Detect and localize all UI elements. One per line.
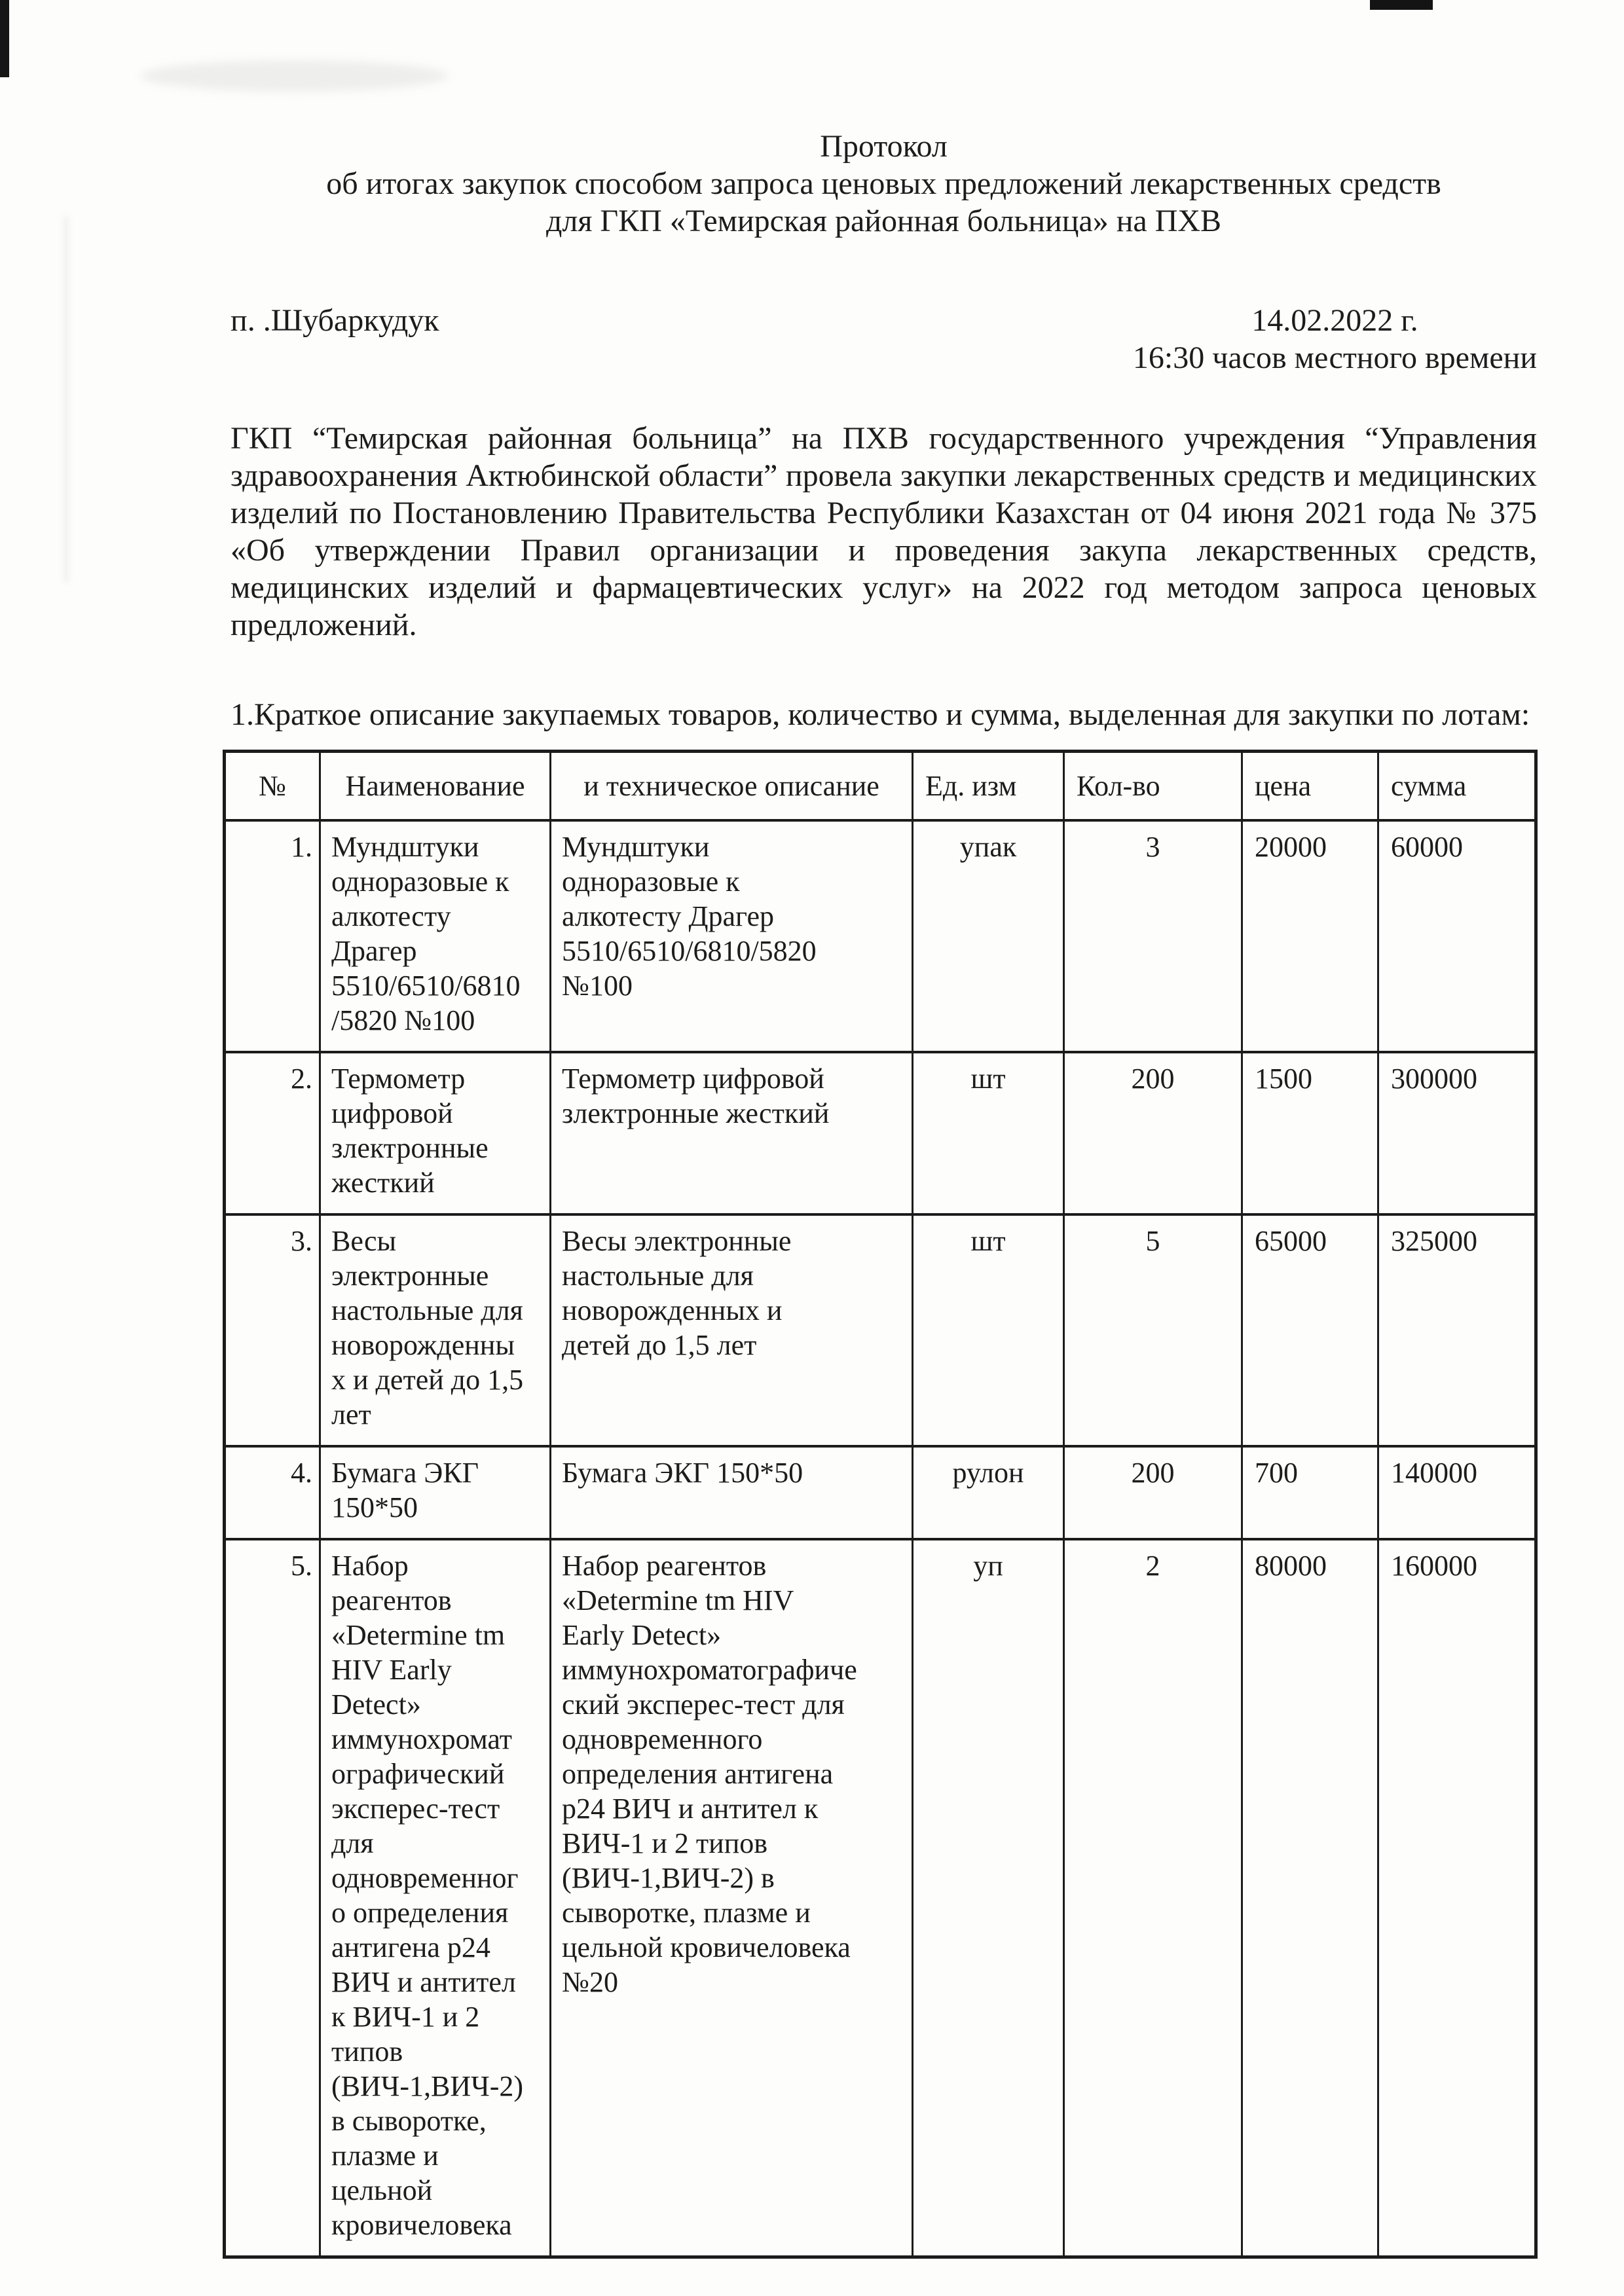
title-line-2: об итогах закупок способом запроса ценовых предложений лекарственных средств [326, 166, 1441, 201]
table-row [225, 1446, 1536, 1539]
title-line-3: для ГКП «Темирская районная больница» на ПХВ [545, 204, 1222, 238]
document-content [231, 128, 1537, 2259]
scan-artifact-top-right [1370, 0, 1433, 10]
cell-unit: рулон [913, 1446, 1064, 1539]
cell-number: 3. [225, 1214, 320, 1446]
scan-artifact-pencil-smudge [141, 60, 449, 92]
cell-price: 1500 [1242, 1052, 1378, 1214]
cell-price: 65000 [1242, 1214, 1378, 1446]
cell-number: 5. [225, 1539, 320, 2257]
cell-description: Бумага ЭКГ 150*50 [551, 1446, 913, 1539]
col-header-name: Наименование [320, 752, 551, 821]
col-header-price: цена [1242, 752, 1378, 821]
cell-description: Термометр цифровой злектронные жесткий [551, 1052, 913, 1214]
section-heading: 1.Краткое описание закупаемых товаров, количество и сумма, выделенная для закупки по лотам: [231, 697, 1530, 732]
cell-quantity: 5 [1064, 1214, 1242, 1446]
intro-paragraph: ГКП “Темирская районная больница” на ПХВ государственного учреждения “Управления здравоохранения Актюбинской области” провела закупки лекарственных средств и медицинских изделий по Постановлению Правительства Республики Казахстан от 04 июня 2021 года № 375 «Об утверждении Правил организации и проведения закупа лекарственных средств, медицинских изделий и фармацевтических услуг» на 2022 год методом запроса ценовых предложений. [231, 421, 1537, 642]
cell-number: 2. [225, 1052, 320, 1214]
cell-unit: шт [913, 1214, 1064, 1446]
cell-unit: шт [913, 1052, 1064, 1214]
cell-sum: 300000 [1378, 1052, 1536, 1214]
cell-sum: 60000 [1378, 820, 1536, 1052]
cell-quantity: 3 [1064, 820, 1242, 1052]
cell-sum: 140000 [1378, 1446, 1536, 1539]
cell-description: Мундштуки одноразовые к алкотесту Драгер 5510/6510/6810/5820 №100 [551, 820, 913, 1052]
document-title [231, 128, 1537, 240]
cell-number: 1. [225, 820, 320, 1052]
col-header-unit: Ед. изм [913, 752, 1064, 821]
cell-quantity: 200 [1064, 1052, 1242, 1214]
scan-artifact-top-left [0, 0, 9, 77]
place-label: п. .Шубаркудук [231, 303, 439, 338]
cell-sum: 325000 [1378, 1214, 1536, 1446]
cell-unit: уп [913, 1539, 1064, 2257]
table-header-row [225, 752, 1536, 821]
col-header-description: и техническое описание [551, 752, 913, 821]
col-header-sum: сумма [1378, 752, 1536, 821]
cell-name: Бумага ЭКГ 150*50 [320, 1446, 551, 1539]
cell-name: Термометр цифровой злектронные жесткий [320, 1052, 551, 1214]
time-label: 16:30 часов местного времени [1132, 340, 1537, 375]
date-time-block [1133, 302, 1537, 376]
col-header-number: № [225, 752, 320, 821]
table-row [225, 1539, 1536, 2257]
cell-description: Весы электронные настольные для новорожденных и детей до 1,5 лет [551, 1214, 913, 1446]
cell-sum: 160000 [1378, 1539, 1536, 2257]
date-label: 14.02.2022 г. [1251, 303, 1418, 338]
cell-name: Набор реагентов «Determine tm HIV Early Detect» иммунохромат ографический эксперес-тест для одновременног о определения антигена р24 ВИЧ и антител к ВИЧ-1 и 2 типов (ВИЧ-1,ВИЧ-2) в сыворотке, плазме и цельной кровичеловека [320, 1539, 551, 2257]
lots-table [223, 750, 1538, 2259]
cell-name: Мундштуки одноразовые к алкотесту Драгер 5510/6510/6810 /5820 №100 [320, 820, 551, 1052]
cell-price: 700 [1242, 1446, 1378, 1539]
cell-name: Весы электронные настольные для новорожденны х и детей до 1,5 лет [320, 1214, 551, 1446]
cell-unit: упак [913, 820, 1064, 1052]
cell-quantity: 200 [1064, 1446, 1242, 1539]
col-header-quantity: Кол-во [1064, 752, 1242, 821]
cell-number: 4. [225, 1446, 320, 1539]
cell-price: 80000 [1242, 1539, 1378, 2257]
table-row [225, 1052, 1536, 1214]
cell-quantity: 2 [1064, 1539, 1242, 2257]
cell-price: 20000 [1242, 820, 1378, 1052]
title-line-1: Протокол [820, 129, 948, 164]
scan-artifact-streak [63, 216, 69, 583]
cell-description: Набор реагентов «Determine tm HIV Early Detect» иммунохроматографиче ский эксперес-тест для одновременного определения антигена р24 ВИЧ и антител к ВИЧ-1 и 2 типов (ВИЧ-1,ВИЧ-2) в сыворотке, плазме и цельной кровичеловека №20 [551, 1539, 913, 2257]
table-row [225, 1214, 1536, 1446]
table-row [225, 820, 1536, 1052]
place-date-row [231, 302, 1537, 376]
